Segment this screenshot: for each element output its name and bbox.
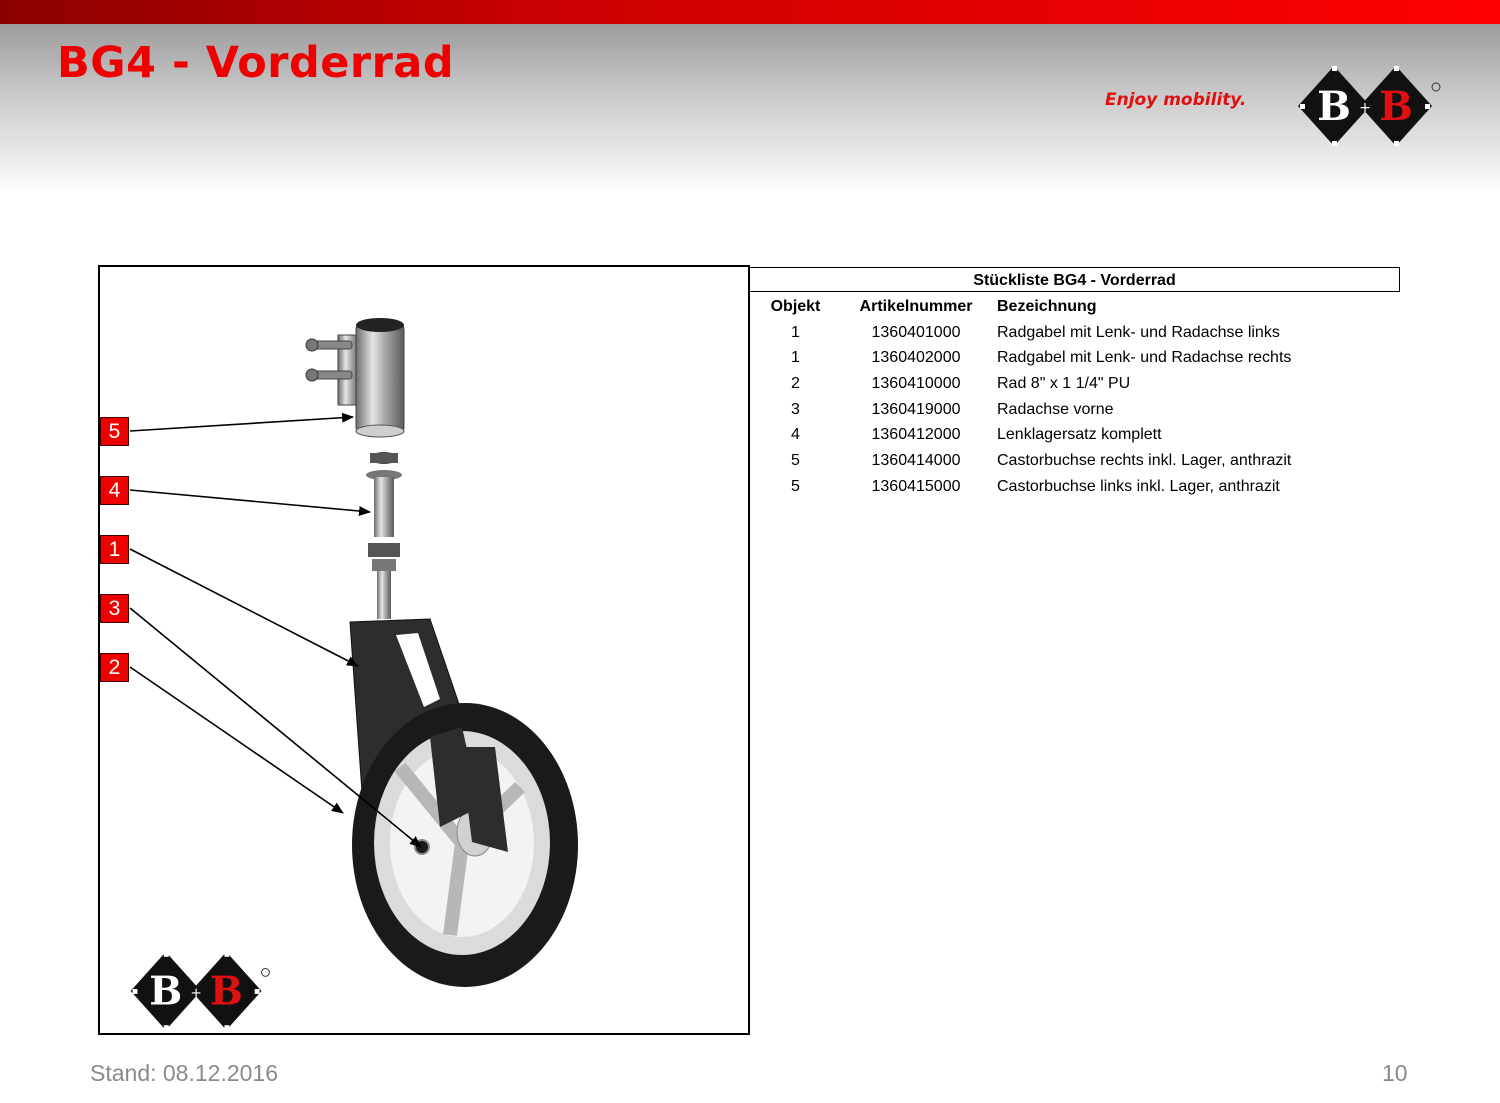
cell-objekt: 4 <box>791 426 800 444</box>
cell-bezeichnung: Castorbuchse rechts inkl. Lager, anthrazit <box>997 451 1292 469</box>
cell-bezeichnung: Radgabel mit Lenk- und Radachse rechts <box>997 349 1292 367</box>
cell-bezeichnung: Lenklagersatz komplett <box>997 426 1162 444</box>
page-title: BG4 - Vorderrad <box>57 38 455 88</box>
table-header-row <box>756 294 1397 320</box>
svg-text:B: B <box>1379 83 1413 130</box>
cell-artikelnummer: 1360402000 <box>871 349 961 367</box>
cell-bezeichnung: Radgabel mit Lenk- und Radachse links <box>997 323 1280 341</box>
wheel-part <box>352 703 578 987</box>
table-row <box>756 422 1397 448</box>
callout-5: 5 <box>100 417 129 446</box>
table-row <box>756 397 1397 423</box>
svg-text:+: + <box>190 984 202 1001</box>
cell-artikelnummer: 1360414000 <box>871 451 961 469</box>
parts-list-title: Stückliste BG4 - Vorderrad <box>750 267 1400 292</box>
leader-line-4 <box>130 490 370 512</box>
cell-objekt: 1 <box>791 349 800 367</box>
cell-bezeichnung: Radachse vorne <box>997 400 1114 418</box>
table-row <box>756 345 1397 371</box>
cell-bezeichnung: Castorbuchse links inkl. Lager, anthrazit <box>997 477 1280 495</box>
cell-objekt: 1 <box>791 323 800 341</box>
cell-artikelnummer: 1360410000 <box>871 374 961 392</box>
cell-objekt: 5 <box>791 477 800 495</box>
column-header-bezeichnung: Bezeichnung <box>997 297 1097 315</box>
cell-objekt: 2 <box>791 374 800 392</box>
svg-text:B: B <box>1317 83 1351 130</box>
svg-text:+: + <box>1359 100 1371 116</box>
table-row <box>756 474 1397 500</box>
callout-4: 4 <box>100 476 129 505</box>
svg-text:B: B <box>209 968 243 1015</box>
cell-artikelnummer: 1360415000 <box>871 477 961 495</box>
page-number: 10 <box>1382 1060 1408 1086</box>
table-row <box>756 320 1397 346</box>
cell-objekt: 5 <box>791 451 800 469</box>
cell-artikelnummer: 1360401000 <box>871 323 961 341</box>
tagline: Enjoy mobility. <box>1105 90 1247 110</box>
table-row <box>756 448 1397 474</box>
bb-logo-icon <box>126 948 272 1034</box>
footer-date: Stand: 08.12.2016 <box>90 1060 278 1086</box>
top-accent-bar <box>0 0 1500 24</box>
leader-line-5 <box>130 417 353 431</box>
table-row <box>756 371 1397 397</box>
callout-2: 2 <box>100 653 129 682</box>
callout-1: 1 <box>100 535 129 564</box>
cell-bezeichnung: Rad 8" x 1 1/4" PU <box>997 374 1131 392</box>
bb-logo-icon <box>1294 62 1442 150</box>
front-wheel-drawing <box>100 267 748 1033</box>
cell-artikelnummer: 1360412000 <box>871 426 961 444</box>
column-header-objekt: Objekt <box>770 297 821 315</box>
cell-artikelnummer: 1360419000 <box>871 400 961 418</box>
steering-bearing-part <box>366 452 402 619</box>
leader-line-2 <box>130 667 343 813</box>
svg-text:B: B <box>149 968 183 1015</box>
callout-3: 3 <box>100 594 129 623</box>
exploded-view-diagram <box>98 265 750 1035</box>
column-header-artikelnummer: Artikelnummer <box>859 297 973 315</box>
cell-objekt: 3 <box>791 400 800 418</box>
parts-list-table <box>756 294 1397 500</box>
leader-line-1 <box>130 549 358 666</box>
